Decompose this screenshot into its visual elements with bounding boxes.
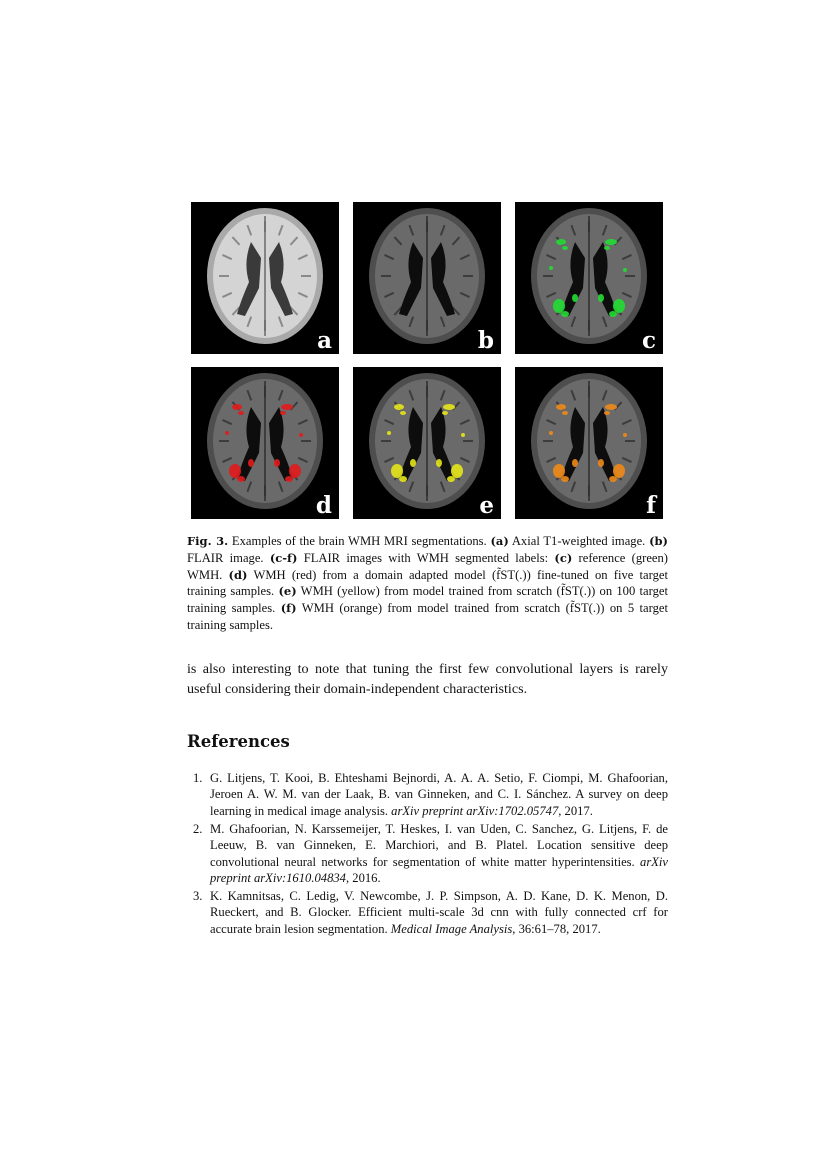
brain-slice-c (515, 202, 663, 354)
references-list (187, 770, 668, 939)
caption-key-f: (f) (280, 601, 297, 616)
caption-key-c: (c) (554, 550, 573, 565)
caption-key-a: (a) (490, 534, 509, 548)
figure-label: Fig. 3. (187, 534, 229, 548)
caption-text-b: FLAIR image. (187, 550, 270, 565)
figure-caption (187, 533, 668, 634)
caption-text-a: Axial T1-weighted image. (508, 534, 650, 548)
reference-item (187, 821, 668, 887)
reference-item (187, 888, 668, 937)
reference-venue: Medical Image Analysis (390, 921, 513, 936)
caption-key-d: (d) (228, 567, 248, 582)
reference-tail: , 2017. (558, 803, 593, 818)
reference-number: 3. (193, 888, 203, 903)
reference-authors: G. Litjens, T. Kooi, B. Ehteshami Bejnordi, A. A. A. Setio, F. Ciompi, M. Ghafoorian, Jeroen A. W. M. van der Laak, B. van Ginneken, and C. I. Sánchez. A survey on deep learning in medical image analysis. (210, 771, 668, 818)
panel-label: f (646, 492, 656, 519)
mri-panel-f (515, 367, 663, 519)
caption-text-c: reference (green) WMH. (187, 550, 668, 582)
reference-number: 1. (193, 771, 203, 785)
figure-3 (191, 202, 663, 519)
brain-slice-f (515, 367, 663, 519)
caption-intro: Examples of the brain WMH MRI segmentations. (228, 534, 491, 548)
body-paragraph: is also interesting to note that tuning the first few convolutional layers is rarely useful considering their domain-independent characteristics. (187, 661, 668, 697)
reference-venue: arXiv preprint arXiv:1702.05747 (391, 803, 559, 818)
mri-panel-d (191, 367, 339, 519)
caption-key-b: (b) (649, 534, 669, 548)
reference-venue: arXiv preprint arXiv:1610.04834 (210, 854, 668, 885)
mri-panel-c (515, 202, 663, 354)
caption-text-f: WMH (orange) from model trained from scratch (f̃ST(.)) on 5 target training samples. (187, 601, 668, 632)
mri-panel-a (191, 202, 339, 354)
caption-key-e: (e) (278, 584, 297, 599)
reference-authors: K. Kamnitsas, C. Ledig, V. Newcombe, J. P. Simpson, A. D. Kane, D. K. Menon, D. Rueckert, and B. Glocker. Efficient multi-scale 3d cnn with fully connected crf for accurate brain lesion segmentation. (210, 888, 668, 936)
caption-text-d: WMH (red) from a domain adapted model (f̃ST(.)) fine-tuned on five target training samples. (187, 567, 668, 599)
panel-label: d (315, 492, 332, 519)
reference-number: 2. (193, 821, 203, 836)
caption-key-cf: (c-f) (269, 550, 298, 565)
mri-panel-e (353, 367, 501, 519)
mri-panel-b (353, 202, 501, 354)
caption-text-cf: FLAIR images with WMH segmented labels: (297, 550, 555, 565)
reference-tail: , 2016. (345, 870, 381, 885)
panel-label: a (317, 327, 332, 354)
references-heading: References (187, 732, 290, 751)
reference-tail: , 36:61–78, 2017. (512, 921, 601, 936)
reference-authors: M. Ghafoorian, N. Karssemeijer, T. Heskes, I. van Uden, C. Sanchez, G. Litjens, F. de Leeuw, B. van Ginneken, E. Marchiori, and B. Platel. Location sensitive deep convolutional neural networks for segmentation of white matter hyperintensities. (210, 821, 668, 869)
panel-label: e (479, 492, 494, 519)
panel-label: b (477, 327, 494, 354)
reference-item (187, 770, 668, 819)
panel-label: c (641, 327, 656, 354)
caption-text-e: WMH (yellow) from model trained from scratch (f̃ST(.)) on 100 target training samples. (187, 584, 668, 616)
